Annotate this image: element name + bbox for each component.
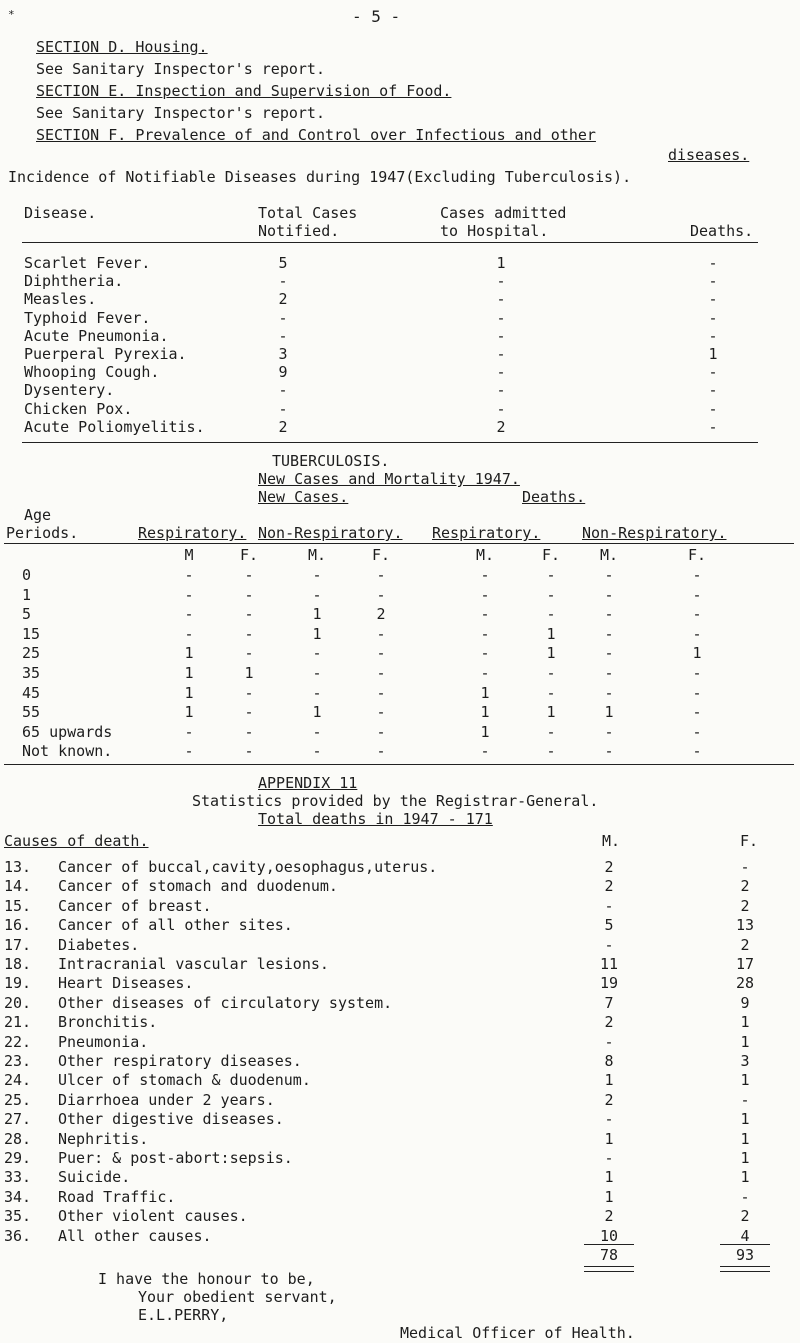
- closing-line-3: E.L.PERRY,: [138, 1306, 229, 1324]
- header-rule: [22, 242, 758, 243]
- tb-value: 1: [184, 683, 194, 702]
- female-deaths: 17: [735, 955, 755, 973]
- sex-header: F.: [239, 546, 259, 564]
- cause-number: 17.: [4, 935, 32, 954]
- deaths-count: -: [708, 326, 718, 345]
- tb-value: -: [480, 624, 490, 643]
- cases-notified: -: [278, 308, 288, 327]
- cause-number: 36.: [4, 1226, 32, 1245]
- cause-name: Bronchitis.: [58, 1013, 158, 1032]
- cause-name: Heart Diseases.: [58, 974, 194, 993]
- cause-name: Road Traffic.: [58, 1187, 176, 1206]
- female-deaths: 2: [740, 935, 750, 954]
- male-deaths: 19: [599, 974, 619, 993]
- m-total: 78: [599, 1246, 619, 1264]
- tb-value: -: [312, 683, 322, 702]
- cause-name: Diarrhoea under 2 years.: [58, 1090, 275, 1109]
- f-total-double-rule: [720, 1266, 770, 1272]
- tb-value: -: [376, 624, 386, 643]
- tb-value: -: [692, 624, 702, 643]
- deaths-count: -: [708, 381, 718, 400]
- sex-header: F.: [687, 546, 707, 564]
- cases-notified: -: [278, 326, 288, 345]
- disease-name: Scarlet Fever.: [24, 254, 151, 272]
- tb-age: Age: [24, 506, 52, 524]
- tb-value: -: [184, 722, 194, 741]
- tb-value: -: [546, 683, 556, 702]
- tb-value: 1: [312, 624, 322, 643]
- tb-value: 1: [184, 703, 194, 722]
- section-e-heading: SECTION E. Inspection and Supervision of Food.: [36, 82, 452, 100]
- cause-name: Diabetes.: [58, 935, 140, 954]
- col-deaths: Deaths.: [690, 222, 754, 240]
- section-f-heading-cont: diseases.: [668, 146, 750, 164]
- tb-value: -: [546, 742, 556, 761]
- page-number: - 5 -: [352, 7, 401, 26]
- female-deaths: 2: [740, 877, 750, 896]
- tb-value: -: [546, 722, 556, 741]
- cause-name: Cancer of stomach and duodenum.: [58, 877, 338, 896]
- tb-value: 1: [692, 644, 702, 663]
- sex-header: M.: [475, 546, 495, 564]
- tb-value: -: [184, 742, 194, 761]
- tb-value: -: [312, 742, 322, 761]
- female-deaths: 3: [740, 1052, 750, 1070]
- cases-hospital: -: [496, 381, 506, 400]
- tb-age-periods: Periods.: [6, 524, 79, 542]
- cause-number: 13.: [4, 858, 32, 876]
- col-disease: Disease.: [24, 204, 97, 222]
- cause-number: 23.: [4, 1052, 32, 1070]
- tb-value: -: [604, 742, 614, 761]
- deaths-count: -: [708, 399, 718, 418]
- male-deaths: 2: [604, 877, 614, 896]
- closing-line-4: Medical Officer of Health.: [400, 1324, 635, 1342]
- female-deaths: 1: [740, 1071, 750, 1090]
- male-deaths: 1: [604, 1071, 614, 1090]
- tb-value: -: [312, 644, 322, 663]
- tb-value: -: [480, 664, 490, 682]
- tb-value: -: [692, 683, 702, 702]
- cases-hospital: 1: [496, 254, 506, 272]
- tb-value: -: [692, 585, 702, 604]
- age-period: 45: [22, 683, 41, 702]
- cause-name: Intracranial vascular lesions.: [58, 955, 329, 973]
- cause-name: Suicide.: [58, 1168, 131, 1187]
- m-total-double-rule: [584, 1266, 634, 1272]
- closing-line-2: Your obedient servant,: [138, 1288, 337, 1306]
- tb-value: -: [480, 605, 490, 624]
- female-deaths: 1: [740, 1129, 750, 1148]
- tb-value: -: [376, 644, 386, 663]
- cause-name: Nephritis.: [58, 1129, 149, 1148]
- section-d-heading: SECTION D. Housing.: [36, 38, 208, 56]
- disease-name: Dysentery.: [24, 381, 115, 400]
- male-deaths: 1: [604, 1168, 614, 1187]
- male-deaths: -: [604, 1110, 614, 1129]
- male-deaths: 1: [604, 1187, 614, 1206]
- tb-value: 1: [480, 683, 490, 702]
- table-bottom-rule: [22, 442, 758, 443]
- cases-hospital: -: [496, 326, 506, 345]
- tb-value: 1: [184, 664, 194, 682]
- female-deaths: 1: [740, 1168, 750, 1187]
- tb-value: -: [244, 644, 254, 663]
- tb-value: -: [604, 624, 614, 643]
- tb-new-cases: New Cases.: [258, 488, 349, 506]
- tb-value: -: [376, 585, 386, 604]
- cases-notified: -: [278, 381, 288, 400]
- cause-name: All other causes.: [58, 1226, 212, 1245]
- cause-number: 21.: [4, 1013, 32, 1032]
- tb-value: -: [244, 742, 254, 761]
- cause-number: 25.: [4, 1090, 32, 1109]
- cases-notified: 2: [278, 417, 288, 436]
- tb-value: 1: [184, 644, 194, 663]
- appendix-total: Total deaths in 1947 - 171: [258, 810, 493, 828]
- male-deaths: 1: [604, 1129, 614, 1148]
- tb-value: 1: [312, 605, 322, 624]
- cause-name: Pneumonia.: [58, 1032, 149, 1051]
- tb-value: 1: [244, 664, 254, 682]
- cases-notified: 3: [278, 345, 288, 363]
- cause-name: Puer: & post-abort:sepsis.: [58, 1149, 293, 1167]
- disease-name: Acute Poliomyelitis.: [24, 417, 205, 436]
- age-period: 25: [22, 644, 41, 663]
- tb-value: -: [692, 664, 702, 682]
- female-deaths: -: [740, 1187, 750, 1206]
- deaths-count: -: [708, 417, 718, 436]
- age-period: 65 upwards: [22, 722, 113, 741]
- cases-notified: -: [278, 399, 288, 418]
- tb-value: 1: [546, 624, 556, 643]
- age-period: 35: [22, 664, 41, 682]
- tb-value: -: [480, 742, 490, 761]
- female-deaths: 4: [740, 1226, 750, 1245]
- tb-value: -: [480, 566, 490, 584]
- male-deaths: -: [604, 1032, 614, 1051]
- section-f-subtitle: Incidence of Notifiable Diseases during 1947(Excluding Tuberculosis).: [8, 168, 632, 186]
- tb-value: -: [604, 566, 614, 584]
- tb-value: -: [184, 624, 194, 643]
- col-notified-2: Notified.: [258, 222, 340, 240]
- cases-hospital: -: [496, 363, 506, 382]
- sex-header: F.: [371, 546, 391, 564]
- tb-value: 1: [546, 703, 556, 722]
- deaths-count: -: [708, 290, 718, 309]
- tb-value: 2: [376, 605, 386, 624]
- cause-number: 34.: [4, 1187, 32, 1206]
- male-deaths: 5: [604, 916, 614, 935]
- cause-number: 14.: [4, 877, 32, 896]
- cause-name: Other violent causes.: [58, 1207, 248, 1226]
- f-total: 93: [735, 1246, 755, 1264]
- male-deaths: -: [604, 935, 614, 954]
- cause-number: 19.: [4, 974, 32, 993]
- female-deaths: 2: [740, 1207, 750, 1226]
- tb-value: -: [244, 566, 254, 584]
- cause-number: 18.: [4, 955, 32, 973]
- cases-hospital: -: [496, 290, 506, 309]
- m-header: M.: [602, 832, 621, 850]
- tb-value: -: [312, 566, 322, 584]
- cause-number: 15.: [4, 896, 32, 915]
- tb-value: -: [604, 664, 614, 682]
- tb-value: 1: [480, 703, 490, 722]
- cause-number: 24.: [4, 1071, 32, 1090]
- appendix-title: APPENDIX 11: [258, 774, 358, 792]
- tb-value: -: [312, 664, 322, 682]
- disease-name: Puerperal Pyrexia.: [24, 345, 187, 363]
- male-deaths: -: [604, 1149, 614, 1167]
- tb-subtitle: New Cases and Mortality 1947.: [258, 470, 520, 488]
- cases-hospital: -: [496, 272, 506, 291]
- disease-name: Chicken Pox.: [24, 399, 133, 418]
- male-deaths: 8: [604, 1052, 614, 1070]
- disease-name: Typhoid Fever.: [24, 308, 151, 327]
- tb-value: -: [480, 585, 490, 604]
- tb-value: -: [244, 683, 254, 702]
- tb-value: 1: [604, 703, 614, 722]
- female-deaths: 28: [735, 974, 755, 993]
- disease-name: Diphtheria.: [24, 272, 124, 291]
- cases-hospital: -: [496, 345, 506, 363]
- age-period: Not known.: [22, 742, 113, 761]
- tb-value: -: [244, 585, 254, 604]
- tb-value: -: [692, 605, 702, 624]
- tb-value: -: [692, 566, 702, 584]
- appendix-subtitle: Statistics provided by the Registrar-General.: [192, 792, 599, 810]
- tb-value: -: [604, 605, 614, 624]
- age-period: 0: [22, 566, 32, 584]
- tb-value: -: [604, 722, 614, 741]
- tb-value: -: [546, 605, 556, 624]
- tb-value: -: [604, 585, 614, 604]
- sex-header: M.: [307, 546, 327, 564]
- section-f-heading: SECTION F. Prevalence of and Control over Infectious and other: [36, 126, 596, 144]
- tb-value: 1: [480, 722, 490, 741]
- male-deaths: 2: [604, 1090, 614, 1109]
- tb-value: -: [184, 605, 194, 624]
- section-e-text: See Sanitary Inspector's report.: [36, 104, 325, 122]
- section-d-text: See Sanitary Inspector's report.: [36, 60, 325, 78]
- tb-value: -: [244, 703, 254, 722]
- deaths-count: -: [708, 272, 718, 291]
- age-period: 15: [22, 624, 41, 643]
- cause-name: Cancer of breast.: [58, 896, 212, 915]
- female-deaths: 1: [740, 1149, 750, 1167]
- deaths-count: -: [708, 308, 718, 327]
- tb-value: -: [376, 742, 386, 761]
- female-deaths: -: [740, 1090, 750, 1109]
- tb-title: TUBERCULOSIS.: [272, 452, 390, 470]
- f-header: F.: [740, 832, 759, 850]
- tb-nonresp: Non-Respiratory.: [258, 524, 403, 542]
- tb-value: -: [604, 683, 614, 702]
- cases-notified: 5: [278, 254, 288, 272]
- age-period: 55: [22, 703, 41, 722]
- female-deaths: 9: [740, 993, 750, 1012]
- cases-hospital: 2: [496, 417, 506, 436]
- cause-number: 27.: [4, 1110, 32, 1129]
- cause-number: 29.: [4, 1149, 32, 1167]
- deaths-count: -: [708, 254, 718, 272]
- male-deaths: 11: [599, 955, 619, 973]
- tb-deaths: Deaths.: [522, 488, 586, 506]
- tb-value: -: [312, 585, 322, 604]
- tb-value: -: [244, 605, 254, 624]
- female-deaths: 1: [740, 1110, 750, 1129]
- col-notified: Total Cases: [258, 204, 358, 222]
- sex-header: M.: [599, 546, 619, 564]
- age-period: 1: [22, 585, 32, 604]
- tb-value: -: [312, 722, 322, 741]
- tb-value: -: [376, 722, 386, 741]
- tb-value: -: [376, 664, 386, 682]
- deaths-count: -: [708, 363, 718, 382]
- cases-notified: -: [278, 272, 288, 291]
- age-period: 5: [22, 605, 32, 624]
- cause-name: Cancer of buccal,cavity,oesophagus,uterus.: [58, 858, 438, 876]
- col-hospital-2: to Hospital.: [440, 222, 549, 240]
- cause-number: 20.: [4, 993, 32, 1012]
- tb-value: -: [184, 585, 194, 604]
- cause-name: Other digestive diseases.: [58, 1110, 284, 1129]
- cause-name: Cancer of all other sites.: [58, 916, 293, 935]
- tb-value: -: [692, 703, 702, 722]
- tb-value: -: [376, 566, 386, 584]
- tb-value: -: [604, 644, 614, 663]
- tb-resp-deaths: Respiratory.: [432, 524, 541, 542]
- cause-name: Other diseases of circulatory system.: [58, 993, 393, 1012]
- cases-hospital: -: [496, 399, 506, 418]
- tb-bottom-rule: [4, 764, 794, 765]
- corner-mark: *: [8, 8, 15, 21]
- cases-notified: 2: [278, 290, 288, 309]
- m-total-rule: [584, 1244, 634, 1245]
- disease-name: Measles.: [24, 290, 97, 309]
- male-deaths: 2: [604, 1013, 614, 1032]
- tb-value: -: [244, 722, 254, 741]
- tb-nonresp-deaths: Non-Respiratory.: [582, 524, 727, 542]
- female-deaths: -: [740, 858, 750, 876]
- male-deaths: 2: [604, 1207, 614, 1226]
- cause-number: 35.: [4, 1207, 32, 1226]
- male-deaths: 2: [604, 858, 614, 876]
- female-deaths: 13: [735, 916, 755, 935]
- f-total-rule: [720, 1244, 770, 1245]
- disease-name: Acute Pneumonia.: [24, 326, 169, 345]
- tb-value: -: [546, 664, 556, 682]
- tb-resp: Respiratory.: [138, 524, 247, 542]
- col-hospital: Cases admitted: [440, 204, 567, 222]
- tb-value: -: [376, 703, 386, 722]
- tb-value: -: [376, 683, 386, 702]
- closing-line-1: I have the honour to be,: [98, 1270, 315, 1288]
- male-deaths: -: [604, 896, 614, 915]
- tb-value: -: [480, 644, 490, 663]
- tb-value: -: [692, 742, 702, 761]
- female-deaths: 1: [740, 1032, 750, 1051]
- tb-value: 1: [546, 644, 556, 663]
- tb-value: -: [244, 624, 254, 643]
- cause-name: Ulcer of stomach & duodenum.: [58, 1071, 311, 1090]
- disease-name: Whooping Cough.: [24, 363, 160, 382]
- cause-number: 22.: [4, 1032, 32, 1051]
- tb-value: -: [184, 566, 194, 584]
- cause-number: 33.: [4, 1168, 32, 1187]
- sex-header: M: [184, 546, 194, 564]
- cause-name: Other respiratory diseases.: [58, 1052, 302, 1070]
- male-deaths: 10: [599, 1226, 619, 1245]
- sex-header: F.: [541, 546, 561, 564]
- deaths-count: 1: [708, 345, 718, 363]
- cause-number: 28.: [4, 1129, 32, 1148]
- male-deaths: 7: [604, 993, 614, 1012]
- tb-value: 1: [312, 703, 322, 722]
- tb-header-rule: [4, 543, 794, 544]
- tb-value: -: [546, 585, 556, 604]
- female-deaths: 2: [740, 896, 750, 915]
- tb-value: -: [546, 566, 556, 584]
- cases-notified: 9: [278, 363, 288, 382]
- female-deaths: 1: [740, 1013, 750, 1032]
- cases-hospital: -: [496, 308, 506, 327]
- causes-header: Causes of death.: [4, 832, 149, 850]
- tb-value: -: [692, 722, 702, 741]
- cause-number: 16.: [4, 916, 32, 935]
